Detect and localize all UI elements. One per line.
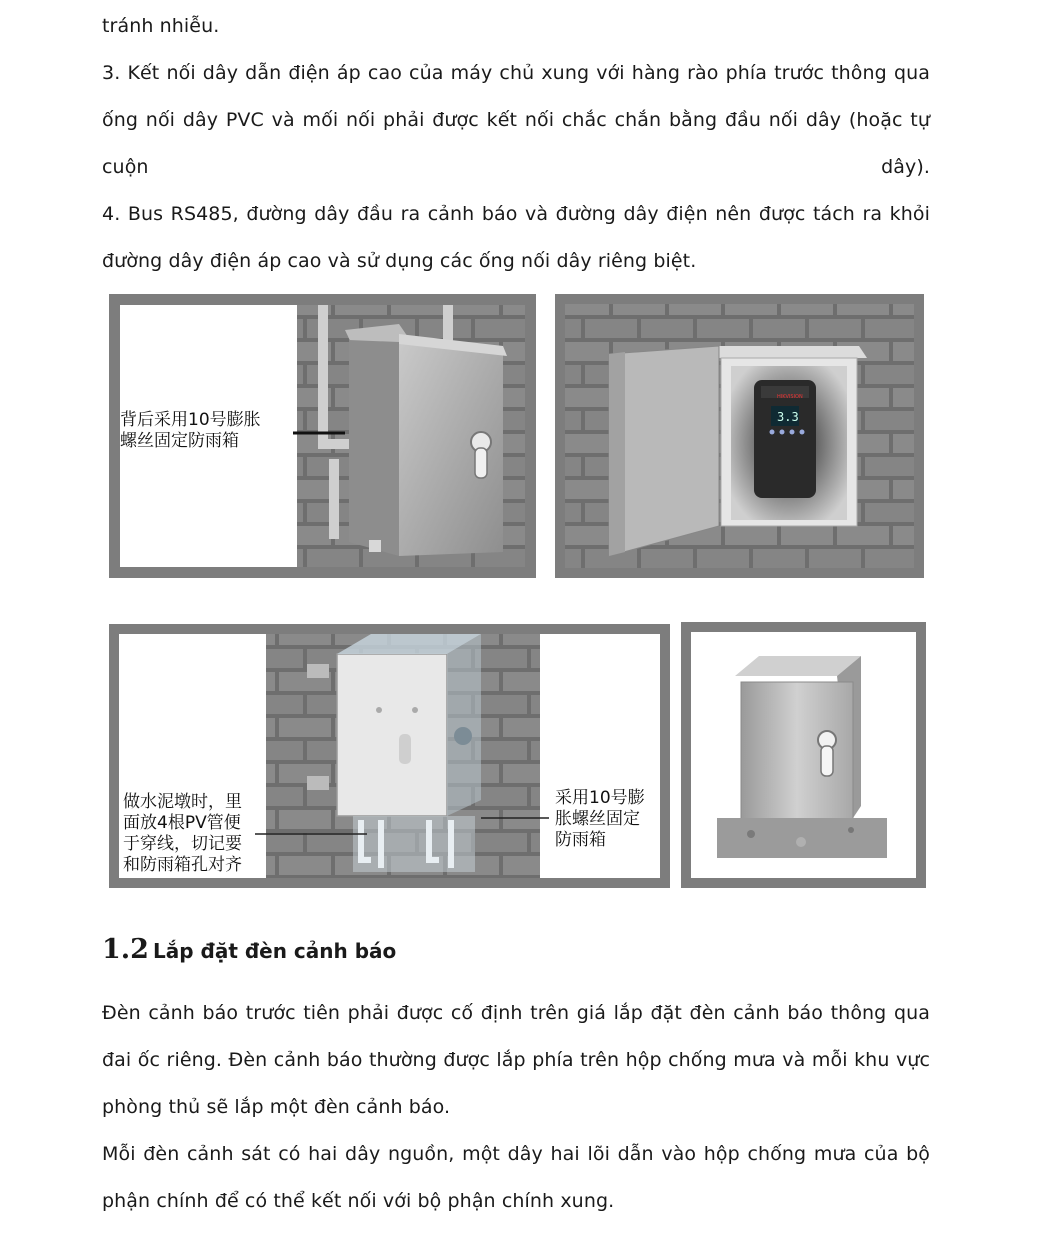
paragraph-warning-light-mounting: Đèn cảnh báo trước tiên phải được cố định trên giá lắp đặt đèn cảnh báo thông qua đai ốc riêng. Đèn cảnh báo thường được lắp phía trên hộp chống mưa và mỗi khu vực phòng thủ sẽ lắp một đèn cảnh báo. <box>102 1002 930 1118</box>
section-heading <box>102 934 396 965</box>
figure-box-pipes <box>109 624 670 888</box>
paragraph-intro-tail: tránh nhiễu. <box>102 15 220 37</box>
paragraph-step-3: 3. Kết nối dây dẫn điện áp cao của máy chủ xung với hàng rào phía trước thông qua ống nối dây PVC và mối nối phải được kết nối chắc chắn bằng đầu nối dây (hoặc tự cuộn dây). <box>102 62 930 178</box>
label-cement-pillar-pipes: 做水泥墩时，里 面放4根PV管便 于穿线，切记要 和防雨箱孔对齐 <box>123 792 242 875</box>
figure-open-box-device <box>555 294 924 578</box>
section-number: 1.2 <box>102 934 149 965</box>
figure-box-on-pedestal <box>681 622 926 888</box>
paragraph-warning-light-wiring: Mỗi đèn cảnh sát có hai dây nguồn, một dây hai lõi dẫn vào hộp chống mưa của bộ phận chính để có thể kết nối với bộ phận chính xung. <box>102 1143 930 1212</box>
label-back-expansion-screws: 背后采用10号膨胀 螺丝固定防雨箱 <box>120 410 261 451</box>
device-display: 3.3 <box>777 410 799 424</box>
device-brand: HIKVISION <box>777 394 803 400</box>
label-expansion-screws: 采用10号膨 胀螺丝固定 防雨箱 <box>555 788 645 850</box>
figure-wall-mounted-box <box>109 294 536 578</box>
pedestal-box-illustration <box>681 622 926 888</box>
paragraph-step-4: 4. Bus RS485, đường dây đầu ra cảnh báo và đường dây điện nên được tách ra khỏi đường dây điện áp cao và sử dụng các ống nối dây riêng biệt. <box>102 203 930 272</box>
open-box-illustration <box>555 294 924 578</box>
section-title: Lắp đặt đèn cảnh báo <box>152 939 397 963</box>
